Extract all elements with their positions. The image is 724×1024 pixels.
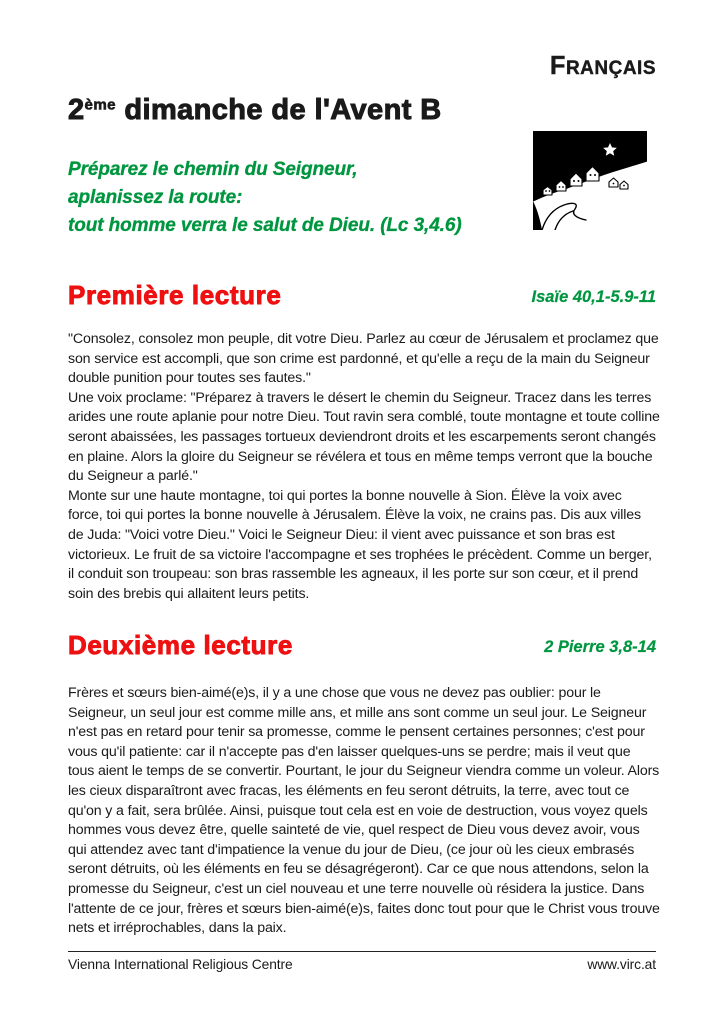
section-heading-premiere-lecture: Première lecture	[68, 280, 282, 310]
first-reading-header	[68, 282, 656, 308]
village-night-illustration	[533, 131, 647, 230]
title-superscript: ème	[84, 96, 116, 114]
paragraph: Frères et sœurs bien-aimé(e)s, il y a une chose que vous ne devez pas oublier: pour le Seigneur, un seul jour est comme mille ans, et mille ans sont comme un seul jour. Le Seigneur n'est pas en retard pour tenir sa promesse, comme le pensent certaines personnes; c'est pour vous qu'il patiente: car il n'accepte pas d'en laisser quelques-uns se perdre; mais il veut que tous aient le temps de se convertir. Pourtant, le jour du Seigneur viendra comme un voleur. Alors les cieux disparaîtront avec fracas, les éléments en feu seront détruits, la terre, avec tout ce qu'on y a fait, sera brûlée. Ainsi, puisque tout cela est en voie de destruction, vous voyez quels hommes vous devez être, quelle sainteté de vie, quel respect de Dieu vous devez avoir, vous qui attendez avec tant d'impatience la venue du jour de Dieu, (ce jour où les cieux embrasés seront détruits, où les éléments en feu se désagrégeront). Car ce que nous attendons, selon la promesse du Seigneur, c'est un ciel nouveau et une terre nouvelle où résidera la justice. Dans l'attente de ce jour, frères et sœurs bien-aimé(e)s, faites donc tout pour que le Christ vous trouve nets et irréprochables, dans la paix.	[68, 685, 660, 937]
title-number: 2	[68, 94, 85, 126]
second-reading-text	[68, 684, 660, 939]
gospel-quote	[68, 156, 508, 240]
scripture-reference-isaie: Isaïe 40,1-5.9-11	[531, 287, 656, 306]
first-reading-text	[68, 330, 660, 604]
second-reading-header	[68, 632, 656, 658]
footer-divider	[68, 951, 656, 952]
quote-line: aplanissez la route:	[68, 187, 243, 208]
footer-organization: Vienna International Religious Centre	[68, 957, 293, 972]
village-night-svg	[533, 131, 647, 230]
paragraph: "Consolez, consolez mon peuple, dit votre Dieu. Parlez au cœur de Jérusalem et proclamez que son service est accompli, que son crime est pardonné, et qu'elle a reçu de la main du Seigneur double punition pour toutes ses fautes."	[68, 331, 659, 387]
title-text: dimanche de l'Avent B	[115, 94, 442, 126]
section-heading-deuxieme-lecture: Deuxième lecture	[68, 630, 293, 660]
quote-line: tout homme verra le salut de Dieu. (Lc 3,4.6)	[68, 215, 462, 236]
paragraph: Monte sur une haute montagne, toi qui portes la bonne nouvelle à Sion. Élève la voix avec force, toi qui portes la bonne nouvelle à Jérusalem. Élève la voix, ne crains pas. Dis aux villes de Juda: "Voici votre Dieu." Voici le Seigneur Dieu: il vient avec puissance et son bras est victorieux. Le fruit de sa victoire l'accompagne et ses trophées le précèdent. Comme un berger, il conduit son troupeau: son bras rassemble les agneaux, il les porte sur son cœur, et il prend soin des brebis qui allaitent leurs petits.	[68, 487, 652, 602]
page-title	[68, 94, 442, 127]
footer-website-link[interactable]: www.virc.at	[587, 957, 656, 972]
footer	[68, 957, 656, 972]
quote-line: Préparez le chemin du Seigneur,	[68, 159, 358, 180]
scripture-reference-pierre: 2 Pierre 3,8-14	[544, 637, 656, 656]
paragraph: Une voix proclame: "Préparez à travers le désert le chemin du Seigneur. Tracez dans les terres arides une route aplanie pour notre Dieu. Tout ravin sera comblé, toute montagne et toute colline seront abaissées, les passages tortueux deviendront droits et les escarpements seront changés en plaine. Alors la gloire du Seigneur se révélera et tous en même temps verront que la bouche du Seigneur a parlé."	[68, 389, 660, 485]
language-label: FRANÇAIS	[549, 52, 656, 80]
